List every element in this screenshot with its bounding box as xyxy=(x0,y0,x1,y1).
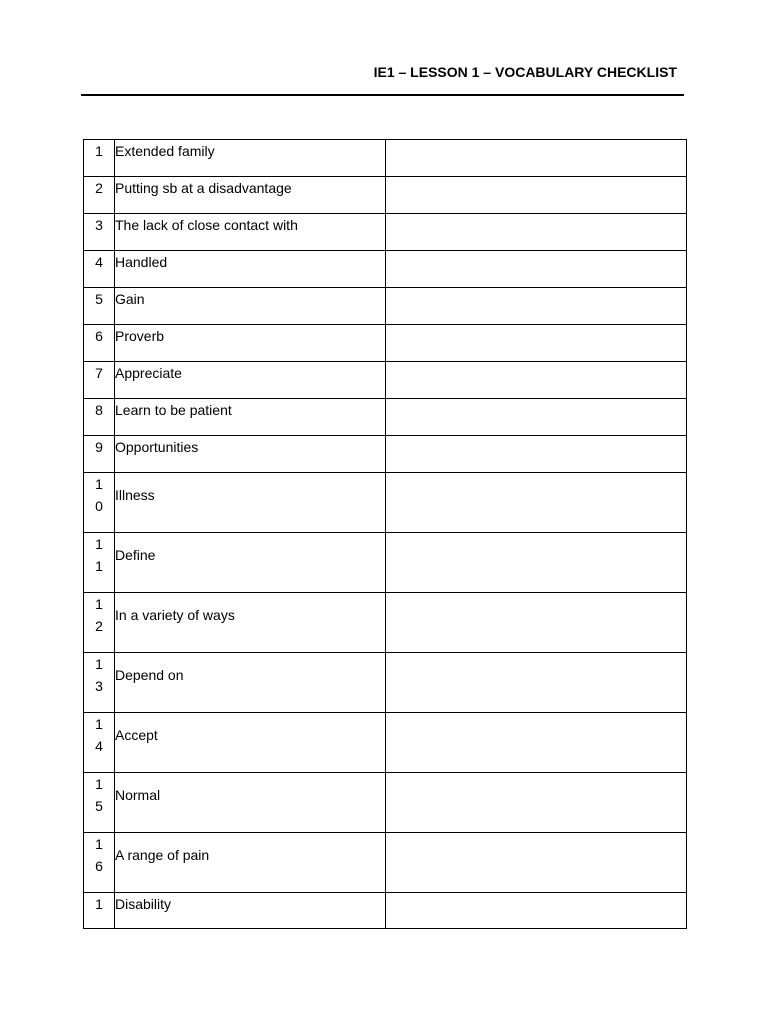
row-number: 9 xyxy=(95,439,103,455)
row-number: 15 xyxy=(95,776,103,814)
table-row xyxy=(84,362,687,399)
row-number-cell xyxy=(84,833,115,893)
vocabulary-term: Handled xyxy=(115,254,168,270)
term-cell xyxy=(115,773,386,833)
table-row xyxy=(84,533,687,593)
table-row xyxy=(84,214,687,251)
term-cell xyxy=(115,251,386,288)
row-number: 4 xyxy=(95,254,103,270)
row-number: 1 xyxy=(95,143,103,159)
row-number-cell xyxy=(84,251,115,288)
row-number: 2 xyxy=(95,180,103,196)
row-number-cell xyxy=(84,214,115,251)
table-row xyxy=(84,653,687,713)
term-cell xyxy=(115,593,386,653)
table-row xyxy=(84,436,687,473)
table-row xyxy=(84,288,687,325)
row-number: 3 xyxy=(95,217,103,233)
row-number: 13 xyxy=(95,656,103,694)
vocabulary-term: Appreciate xyxy=(115,365,182,381)
term-cell xyxy=(115,214,386,251)
term-cell xyxy=(115,893,386,929)
vocabulary-term: A range of pain xyxy=(115,847,210,863)
row-number-cell xyxy=(84,288,115,325)
definition-cell[interactable] xyxy=(386,214,687,251)
row-number-cell xyxy=(84,533,115,593)
definition-cell[interactable] xyxy=(386,473,687,533)
definition-cell[interactable] xyxy=(386,713,687,773)
row-number: 12 xyxy=(95,596,103,634)
table-row xyxy=(84,177,687,214)
row-number-cell xyxy=(84,362,115,399)
term-cell xyxy=(115,436,386,473)
definition-cell[interactable] xyxy=(386,362,687,399)
definition-cell[interactable] xyxy=(386,893,687,929)
row-number: 6 xyxy=(95,328,103,344)
definition-cell[interactable] xyxy=(386,436,687,473)
vocabulary-term: Define xyxy=(115,547,156,563)
vocabulary-term: Normal xyxy=(115,787,161,803)
definition-cell[interactable] xyxy=(386,140,687,177)
definition-cell[interactable] xyxy=(386,399,687,436)
term-cell xyxy=(115,325,386,362)
vocabulary-term: In a variety of ways xyxy=(115,607,235,623)
term-cell xyxy=(115,140,386,177)
definition-cell[interactable] xyxy=(386,177,687,214)
term-cell xyxy=(115,362,386,399)
definition-cell[interactable] xyxy=(386,653,687,713)
row-number-cell xyxy=(84,893,115,929)
row-number-cell xyxy=(84,140,115,177)
vocabulary-table xyxy=(83,139,687,929)
vocabulary-term: Learn to be patient xyxy=(115,402,232,418)
vocabulary-term: The lack of close contact with xyxy=(115,217,298,233)
term-cell xyxy=(115,399,386,436)
row-number: 1 xyxy=(95,896,103,912)
term-cell xyxy=(115,653,386,713)
term-cell xyxy=(115,288,386,325)
row-number-cell xyxy=(84,399,115,436)
table-row xyxy=(84,833,687,893)
header-divider xyxy=(81,94,684,96)
vocabulary-term: Depend on xyxy=(115,667,184,683)
definition-cell[interactable] xyxy=(386,251,687,288)
table-row xyxy=(84,140,687,177)
row-number-cell xyxy=(84,325,115,362)
table-row xyxy=(84,473,687,533)
term-cell xyxy=(115,533,386,593)
term-cell xyxy=(115,833,386,893)
row-number: 8 xyxy=(95,402,103,418)
vocabulary-term: Gain xyxy=(115,291,145,307)
row-number: 11 xyxy=(95,536,103,574)
table-row xyxy=(84,251,687,288)
vocabulary-term: Illness xyxy=(115,487,155,503)
vocabulary-term: Proverb xyxy=(115,328,165,344)
document-title: IE1 – LESSON 1 – VOCABULARY CHECKLIST xyxy=(373,64,677,80)
term-cell xyxy=(115,713,386,773)
term-cell xyxy=(115,177,386,214)
table-row xyxy=(84,593,687,653)
row-number: 7 xyxy=(95,365,103,381)
table-row xyxy=(84,773,687,833)
row-number-cell xyxy=(84,653,115,713)
table-row xyxy=(84,893,687,929)
vocabulary-term: Putting sb at a disadvantage xyxy=(115,180,292,196)
row-number: 10 xyxy=(95,476,103,514)
definition-cell[interactable] xyxy=(386,833,687,893)
vocabulary-term: Accept xyxy=(115,727,158,743)
vocabulary-term: Opportunities xyxy=(115,439,199,455)
definition-cell[interactable] xyxy=(386,773,687,833)
definition-cell[interactable] xyxy=(386,533,687,593)
table-row xyxy=(84,713,687,773)
row-number: 14 xyxy=(95,716,103,754)
row-number-cell xyxy=(84,473,115,533)
row-number-cell xyxy=(84,593,115,653)
definition-cell[interactable] xyxy=(386,288,687,325)
vocabulary-term: Extended family xyxy=(115,143,215,159)
table-row xyxy=(84,399,687,436)
definition-cell[interactable] xyxy=(386,325,687,362)
row-number-cell xyxy=(84,773,115,833)
term-cell xyxy=(115,473,386,533)
row-number: 16 xyxy=(95,836,103,874)
definition-cell[interactable] xyxy=(386,593,687,653)
vocabulary-term: Disability xyxy=(115,896,172,912)
row-number-cell xyxy=(84,713,115,773)
table-row xyxy=(84,325,687,362)
row-number: 5 xyxy=(95,291,103,307)
row-number-cell xyxy=(84,177,115,214)
row-number-cell xyxy=(84,436,115,473)
